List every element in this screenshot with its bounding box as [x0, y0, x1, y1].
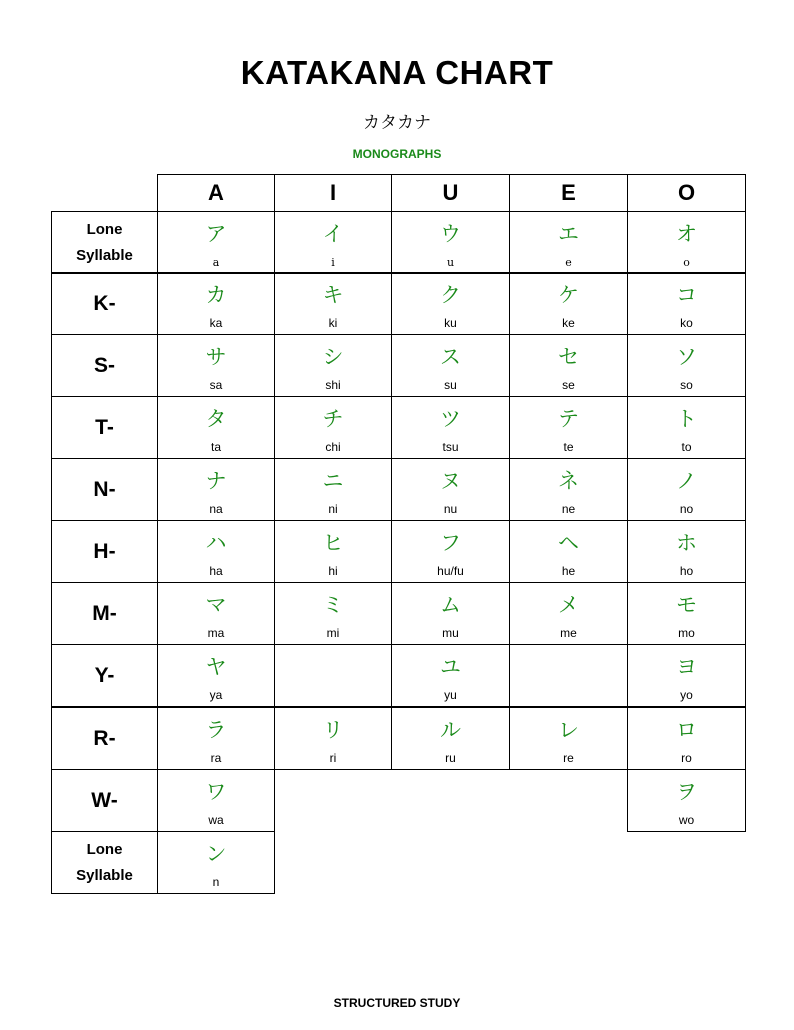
romaji-label: mu	[442, 626, 459, 640]
row-header-label: M-	[92, 601, 117, 625]
romaji-label: ya	[209, 688, 223, 702]
kana-character: ミ	[322, 593, 344, 617]
kana-cell-ra	[157, 707, 275, 770]
kana-character: ウ	[440, 222, 461, 246]
row-header-label: Syllable	[76, 246, 133, 264]
kana-cell-yu	[391, 644, 510, 707]
kana-cell-ma	[157, 582, 275, 645]
kana-character: ム	[440, 593, 461, 617]
kana-character: レ	[558, 718, 579, 742]
romaji-label: ma	[207, 626, 225, 640]
romaji-label: mo	[678, 626, 695, 640]
romaji-label: sa	[209, 378, 223, 392]
row-header-label: N-	[93, 477, 116, 501]
kana-character: ノ	[676, 469, 697, 493]
romaji-label: chi	[325, 440, 341, 454]
row-header-label: H-	[93, 539, 116, 563]
kana-cell-ni	[274, 458, 392, 521]
romaji-label: su	[444, 378, 457, 392]
romaji-label: so	[680, 378, 693, 392]
kana-cell-o	[627, 211, 746, 274]
row-header-s	[51, 334, 158, 397]
row-header-y	[51, 644, 158, 707]
kana-character: カ	[205, 283, 227, 307]
kana-character: ホ	[676, 531, 697, 555]
row-header-h	[51, 520, 158, 583]
kana-cell-re	[509, 707, 628, 770]
kana-cell-ru	[391, 707, 510, 770]
kana-cell-hi	[274, 520, 392, 583]
romaji-label: ra	[210, 751, 222, 765]
kana-character: ク	[440, 283, 461, 307]
kana-cell-ro	[627, 707, 746, 770]
kana-cell-a	[157, 211, 275, 274]
column-header-e: E	[509, 174, 628, 212]
kana-character: エ	[558, 222, 579, 246]
romaji-label: ko	[680, 316, 693, 330]
romaji-label: se	[562, 378, 575, 392]
romaji-label: n	[212, 875, 220, 889]
row-header-lone-syllable	[51, 211, 158, 274]
romaji-label: me	[560, 626, 577, 640]
kana-cell-se	[509, 334, 628, 397]
romaji-label: re	[563, 751, 574, 765]
kana-cell-ke	[509, 272, 628, 335]
romaji-label: ku	[444, 316, 457, 330]
romaji-label: nu	[443, 502, 458, 516]
kana-character: ス	[440, 345, 461, 369]
row-header-label: Lone	[86, 840, 123, 858]
romaji-label: to	[681, 440, 692, 454]
kana-cell-to	[627, 396, 746, 459]
row-header-label: Lone	[86, 220, 123, 238]
kana-character: ア	[205, 222, 227, 246]
kana-cell-me	[509, 582, 628, 645]
romaji-label: hi	[328, 564, 338, 578]
kana-character: オ	[676, 222, 697, 246]
column-header-a: A	[157, 174, 275, 212]
romaji-label: no	[679, 502, 694, 516]
romaji-label: te	[563, 440, 574, 454]
kana-cell-tsu	[391, 396, 510, 459]
romaji-label: a	[212, 256, 220, 269]
kana-cell-na	[157, 458, 275, 521]
kana-character: サ	[205, 345, 227, 369]
row-header-label: K-	[93, 291, 116, 315]
row-header-label: S-	[94, 353, 115, 377]
romaji-label: ki	[328, 316, 338, 330]
column-header-u: U	[391, 174, 510, 212]
chart-subtitle: カタカナ	[363, 113, 431, 133]
kana-character: モ	[676, 593, 697, 617]
kana-cell-ka	[157, 272, 275, 335]
kana-character: シ	[322, 345, 344, 369]
kana-cell-he	[509, 520, 628, 583]
kana-cell-ta	[157, 396, 275, 459]
kana-cell-nu	[391, 458, 510, 521]
kana-character: ケ	[558, 283, 579, 307]
row-header-t	[51, 396, 158, 459]
romaji-label: wa	[208, 813, 224, 827]
row-header-label: T-	[95, 415, 114, 439]
row-header-w	[51, 769, 158, 832]
row-header-label: Y-	[94, 663, 115, 687]
romaji-label: ka	[209, 316, 223, 330]
kana-cell-e	[509, 211, 628, 274]
kana-character: タ	[205, 407, 227, 431]
kana-cell-ko	[627, 272, 746, 335]
kana-character: ワ	[205, 780, 227, 804]
kana-character: セ	[558, 345, 579, 369]
kana-character: ナ	[205, 469, 227, 493]
kana-character: ソ	[676, 345, 697, 369]
kana-character: ロ	[676, 718, 697, 742]
kana-cell-wo	[627, 769, 746, 832]
kana-cell-su	[391, 334, 510, 397]
romaji-label: i	[331, 256, 335, 269]
kana-cell-u	[391, 211, 510, 274]
romaji-label: ni	[328, 502, 338, 516]
romaji-label: ho	[679, 564, 694, 578]
kana-cell-ho	[627, 520, 746, 583]
romaji-label: e	[565, 256, 572, 269]
kana-cell-te	[509, 396, 628, 459]
kana-character: ヤ	[205, 655, 227, 679]
romaji-label: ri	[329, 751, 337, 765]
row-header-label: R-	[93, 726, 116, 750]
romaji-label: ru	[445, 751, 456, 765]
kana-character: キ	[322, 283, 344, 307]
kana-character: ユ	[440, 655, 461, 679]
kana-character: ヘ	[558, 531, 579, 555]
kana-character: ラ	[205, 718, 227, 742]
footer-brand: STRUCTURED STUDY	[333, 996, 461, 1010]
kana-character: メ	[558, 593, 579, 617]
romaji-label: shi	[325, 378, 341, 392]
romaji-label: wo	[678, 813, 695, 827]
kana-character: ヌ	[440, 469, 461, 493]
romaji-label: ne	[561, 502, 576, 516]
kana-character: ヨ	[676, 655, 697, 679]
kana-cell-ki	[274, 272, 392, 335]
empty-cell	[509, 644, 628, 707]
kana-cell-hu-fu	[391, 520, 510, 583]
kana-character: フ	[440, 531, 461, 555]
kana-cell-shi	[274, 334, 392, 397]
kana-cell-ri	[274, 707, 392, 770]
row-header-n	[51, 458, 158, 521]
kana-character: マ	[205, 593, 227, 617]
kana-cell-yo	[627, 644, 746, 707]
kana-character: ヲ	[676, 780, 697, 804]
chart-title: KATAKANA CHART	[240, 54, 554, 91]
romaji-label: ha	[209, 564, 223, 578]
romaji-label: ke	[562, 316, 575, 330]
kana-character: リ	[322, 718, 344, 742]
romaji-label: tsu	[442, 440, 459, 454]
kana-cell-ne	[509, 458, 628, 521]
kana-character: ハ	[205, 531, 227, 555]
kana-character: ネ	[558, 469, 579, 493]
kana-character: ル	[440, 718, 461, 742]
kana-character: ニ	[322, 469, 344, 493]
kana-cell-mu	[391, 582, 510, 645]
column-header-o: O	[627, 174, 746, 212]
kana-character: ヒ	[322, 531, 344, 555]
kana-character: ツ	[440, 407, 461, 431]
kana-character: コ	[676, 283, 697, 307]
kana-cell-no	[627, 458, 746, 521]
empty-cell	[274, 644, 392, 707]
row-header-lone-syllable	[51, 831, 158, 894]
romaji-label: yo	[680, 688, 693, 702]
romaji-label: o	[683, 256, 690, 269]
row-header-label: W-	[91, 788, 118, 812]
kana-cell-chi	[274, 396, 392, 459]
kana-cell-ya	[157, 644, 275, 707]
kana-character: ン	[205, 842, 227, 866]
kana-cell-sa	[157, 334, 275, 397]
row-header-m	[51, 582, 158, 645]
section-label: MONOGRAPHS	[352, 147, 442, 161]
row-header-k	[51, 272, 158, 335]
column-header-i: I	[274, 174, 392, 212]
romaji-label: hu/fu	[437, 564, 464, 578]
romaji-label: he	[561, 564, 576, 578]
kana-cell-ku	[391, 272, 510, 335]
romaji-label: ta	[210, 440, 221, 454]
romaji-label: u	[446, 256, 455, 269]
romaji-label: mi	[326, 626, 340, 640]
romaji-label: na	[209, 502, 223, 516]
kana-cell-i	[274, 211, 392, 274]
kana-character: イ	[322, 222, 344, 246]
kana-cell-mi	[274, 582, 392, 645]
kana-cell-ha	[157, 520, 275, 583]
kana-character: チ	[322, 407, 344, 431]
row-header-r	[51, 707, 158, 770]
romaji-label: ro	[681, 751, 692, 765]
kana-cell-wa	[157, 769, 275, 832]
kana-character: ト	[676, 407, 697, 431]
kana-cell-n	[157, 831, 275, 894]
kana-cell-so	[627, 334, 746, 397]
kana-cell-mo	[627, 582, 746, 645]
row-header-label: Syllable	[76, 866, 133, 884]
kana-character: テ	[558, 407, 579, 431]
romaji-label: yu	[444, 688, 457, 702]
